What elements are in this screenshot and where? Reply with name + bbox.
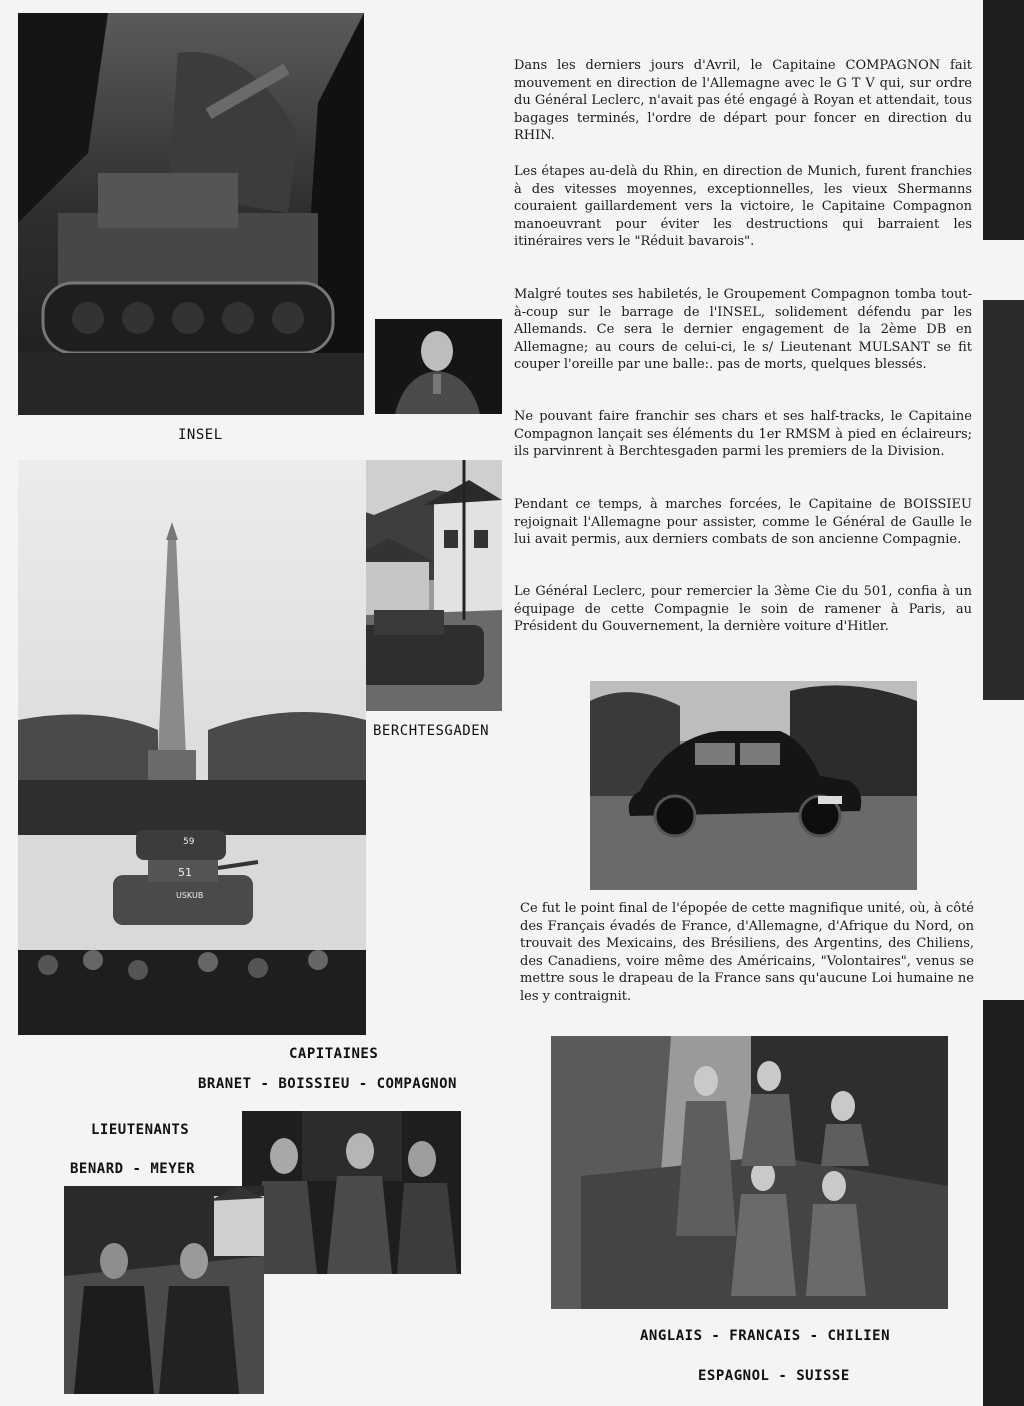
caption-berchtesgaden: BERCHTESGADEN	[373, 723, 490, 739]
caption-capitaines: CAPITAINES	[289, 1046, 379, 1062]
photo-insel-tank	[18, 13, 364, 415]
caption-nationalities-2: ESPAGNOL - SUISSE	[698, 1368, 850, 1384]
caption-nationalities-1: ANGLAIS - FRANCAIS - CHILIEN	[640, 1328, 891, 1344]
facing-page-edge-mid	[983, 300, 1024, 700]
caption-lieutenants: LIEUTENANTS	[91, 1122, 190, 1138]
paragraph-1: Dans les derniers jours d'Avril, le Capitaine COMPAGNON fait mouvement en direction de l'Allemagne avec le G T V qui, sur ordre du Général Leclerc, n'avait pas été engagé à Royan et attendait, tous bagages terminés, l'ordre de départ pour foncer en direction du RHIN.	[514, 58, 972, 143]
paragraph-3: Malgré toutes ses habiletés, le Groupement Compagnon tomba tout-à-coup sur le barrage de l'INSEL, solidement défendu par les Allemands. Ce sera le dernier engagement de la 2ème DB en Allemagne; au cours de celui-ci, le s/ Lieutenant MULSANT se fit couper l'oreille par une balle:. pas de morts, quelques blessés.	[514, 287, 972, 372]
photo-hitler-car	[590, 681, 917, 890]
tank-plate: USKUB	[176, 891, 204, 900]
paragraph-4: Ne pouvant faire franchir ses chars et ses half-tracks, le Capitaine Compagnon lançait ses éléments du 1er RMSM à pied en éclaireurs; ils parvinrent à Berchtesgaden parmi les premiers de la Division.	[514, 409, 972, 459]
tank-number-59: 59	[183, 837, 195, 847]
paragraph-7: Ce fut le point final de l'épopée de cette magnifique unité, où, à côté des Français évadés de France, d'Allemagne, d'Afrique du Nord, on trouvait des Mexicains, des Brésiliens, des Argentins, des Chiliens, des Canadiens, voire même des Américains, "Volontaires", venus se mettre sous le drapeau de la France sans qu'aucune Loi humaine ne les y contraignit.	[520, 901, 974, 1004]
caption-lieutenants-names: BENARD - MEYER	[70, 1161, 196, 1177]
tank-number-51: 51	[178, 866, 192, 879]
paragraph-5: Pendant ce temps, à marches forcées, le Capitaine de BOISSIEU rejoignait l'Allemagne pour assister, comme le Général de Gaulle le lui avait permis, aux derniers combats de son ancienne Compagnie.	[514, 497, 972, 547]
photo-capitaines-group	[242, 1111, 461, 1274]
caption-capitaines-names: BRANET - BOISSIEU - COMPAGNON	[198, 1076, 457, 1092]
caption-insel: INSEL	[178, 427, 223, 443]
photo-obelisk-parade	[18, 460, 366, 1035]
photo-soldiers-group	[551, 1036, 948, 1309]
paragraph-2: Les étapes au-delà du Rhin, en direction de Munich, furent franchies à des vitesses moyennes, exceptionnelles, les vieux Shermanns couraient gaillardement vers la victoire, le Capitaine Compagnon manoeuvrant pour éviter les destructions qui barraient les itinéraires vers le "Réduit bavarois".	[514, 164, 972, 249]
paragraph-6: Le Général Leclerc, pour remercier la 3ème Cie du 501, confia à un équipage de cette Compagnie le soin de ramener à Paris, au Président du Gouvernement, la dernière voiture d'Hitler.	[514, 584, 972, 634]
facing-page-edge-bottom	[983, 1000, 1024, 1406]
photo-officer-portrait	[375, 319, 502, 414]
photo-lieutenants	[64, 1186, 264, 1394]
facing-page-edge-top	[983, 0, 1024, 240]
